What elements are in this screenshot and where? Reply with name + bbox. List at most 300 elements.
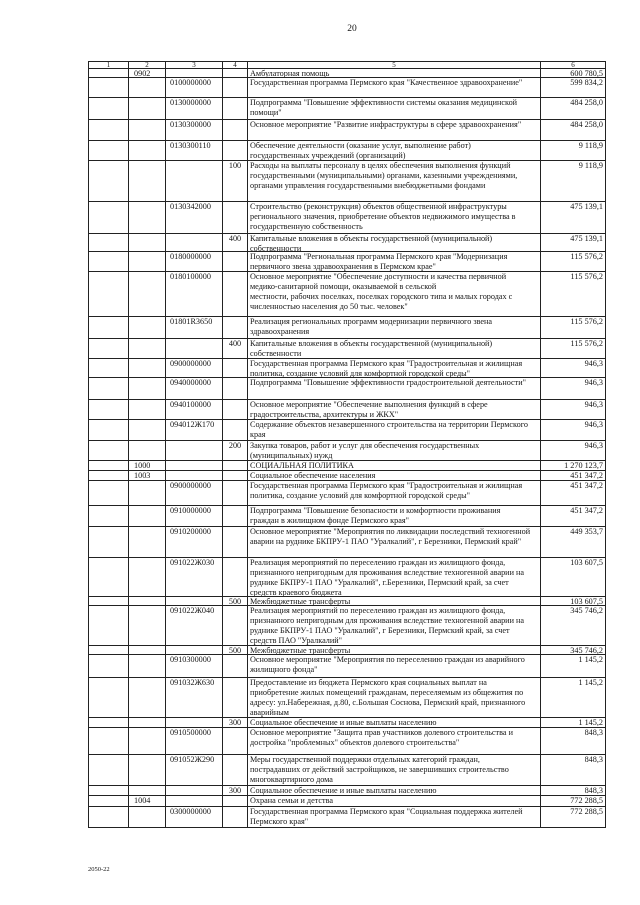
name-cell [247,339,540,358]
amount-cell: 599 834,2 [540,78,605,97]
section-code-cell [128,646,165,654]
target-item-code-cell: 091032Ж630 [165,678,222,717]
name-line: многоквартирного дома [250,775,333,784]
name-line: Строительство (реконструкция) объектов общественной инфраструктуры [250,202,507,211]
expense-type-code-cell [222,202,247,233]
section-code-cell [128,161,165,201]
name-cell [247,252,540,271]
name-line: Реализация региональных программ модернизации первичного звена [250,317,493,326]
table-row [88,727,606,754]
page-number: 20 [347,24,357,34]
expense-type-code-cell [222,655,247,677]
expense-type-code-cell [222,141,247,160]
target-item-code-cell: 0940000000 [165,378,222,399]
section-code-cell [128,506,165,526]
target-item-code-cell: 0910200000 [165,527,222,557]
name-cell [247,272,540,316]
blank-cell [88,234,128,251]
name-line: Реализация мероприятий по переселению граждан из жилищного фонда, [250,558,506,567]
section-code-cell [128,339,165,358]
name-line: края [250,430,266,439]
table-row [88,377,606,399]
name-line: Реализация мероприятий по переселению граждан из жилищного фонда, [250,606,506,615]
column-number-5: 5 [247,62,540,68]
name-cell [247,202,540,233]
target-item-code-cell: 0900000000 [165,359,222,377]
name-cell [247,359,540,377]
table-row [88,233,606,251]
amount-cell: 345 746,2 [540,646,605,654]
target-item-code-cell [165,597,222,605]
name-line: помощи" [250,108,282,117]
table-row [88,505,606,526]
section-code-cell [128,98,165,119]
name-line: Основное мероприятие "Обеспечение доступности и качества первичной [250,272,507,281]
amount-cell: 451 347,2 [540,471,605,480]
expense-type-code-cell [222,506,247,526]
blank-cell [88,420,128,440]
name-line: Социальное обеспечение и иные выплаты населению [250,718,437,727]
blank-cell [88,755,128,785]
table-row [88,316,606,338]
name-line: Основное мероприятие "Развитие инфраструктуры в сфере здравоохранения" [250,120,522,129]
name-cell [247,796,540,806]
name-cell [247,441,540,460]
amount-cell: 1 145,2 [540,678,605,717]
name-line: жилищного фонда" [250,665,318,674]
target-item-code-cell: 0130300110 [165,141,222,160]
section-code-cell [128,234,165,251]
name-line: государственную собственность [250,222,363,231]
table-row [88,419,606,440]
name-line: Расходы на выплаты персоналу в целях обеспечения выполнения функций [250,161,511,170]
table-row [88,717,606,727]
amount-cell: 772 288,5 [540,807,605,827]
blank-cell [88,69,128,77]
name-line: аварийным [250,708,289,717]
table-row [88,358,606,377]
name-line: Закупка товаров, работ и услуг для обеспечения государственных [250,441,480,450]
name-cell [247,786,540,795]
name-line: регионального значения, приобретение объектов недвижимого имущества в [250,212,516,221]
document-code: 2050-22 [88,866,110,873]
blank-cell [88,120,128,140]
expense-type-code-cell [222,252,247,271]
amount-cell: 115 576,2 [540,272,605,316]
name-line: Пермского края" [250,817,309,826]
name-cell [247,378,540,399]
table-row [88,596,606,605]
target-item-code-cell: 01801R3650 [165,317,222,338]
expense-type-code-cell [222,481,247,505]
blank-cell [88,339,128,358]
expense-type-code-cell: 200 [222,441,247,460]
name-line: руднике БКПРУ-1 ПАО "Уралкалий", г.Березники, Пермский край, за счет [250,578,509,587]
name-line: Государственная программа Пермского края "Качественное здравоохранение" [250,78,523,87]
target-item-code-cell: 091052Ж290 [165,755,222,785]
name-line: средств краевого бюджета [250,588,342,597]
target-item-code-cell: 0910000000 [165,506,222,526]
table-row [88,140,606,160]
table-row [88,785,606,795]
name-line: первичного звена здравоохранения в Пермском крае" [250,262,436,271]
expense-type-code-cell: 400 [222,339,247,358]
name-cell [247,161,540,201]
target-item-code-cell [165,441,222,460]
amount-cell: 475 139,1 [540,234,605,251]
target-item-code-cell [165,796,222,806]
name-line: Социальное обеспечение и иные выплаты населению [250,786,437,795]
target-item-code-cell: 0130300000 [165,120,222,140]
expense-type-code-cell [222,98,247,119]
expense-type-code-cell [222,558,247,596]
name-cell [247,78,540,97]
table-row [88,557,606,596]
name-cell [247,606,540,645]
section-code-cell [128,718,165,727]
amount-cell: 115 576,2 [540,339,605,358]
name-cell [247,461,540,470]
name-line: Подпрограмма "Повышение эффективности системы оказания медицинской [250,98,518,107]
name-line: Основное мероприятие "Обеспечение выполнения функций в сфере [250,400,488,409]
section-code-cell [128,441,165,460]
name-line: СОЦИАЛЬНАЯ ПОЛИТИКА [250,461,354,470]
section-code-cell: 1003 [128,471,165,480]
expense-type-code-cell [222,471,247,480]
name-cell [247,481,540,505]
name-cell [247,420,540,440]
section-code-cell [128,807,165,827]
expense-type-code-cell [222,272,247,316]
target-item-code-cell [165,69,222,77]
section-code-cell [128,728,165,754]
section-code-cell [128,420,165,440]
name-line: Основное мероприятие "Мероприятия по переселению граждан из аварийного [250,655,525,664]
amount-cell: 848,3 [540,786,605,795]
column-number-2: 2 [128,62,165,68]
table-row [88,526,606,557]
expense-type-code-cell [222,120,247,140]
name-line: медико-санитарной помощи, оказываемой в сельской [250,282,437,291]
section-code-cell [128,527,165,557]
amount-cell: 848,3 [540,755,605,785]
name-line: достройка "проблемных" объектов долевого строительства" [250,738,460,747]
target-item-code-cell [165,461,222,470]
expense-type-code-cell: 500 [222,646,247,654]
blank-cell [88,527,128,557]
name-line: Подпрограмма "Повышение безопасности и комфортности проживания [250,506,501,515]
target-item-code-cell: 0300000000 [165,807,222,827]
expense-type-code-cell [222,400,247,419]
name-line: адресу: ул.Набережная, д.80, с.Большая Соснова, Пермский край, признанного [250,698,526,707]
name-cell [247,718,540,727]
table-row [88,470,606,480]
expense-type-code-cell [222,317,247,338]
name-line: Социальное обеспечение населения [250,471,376,480]
blank-cell [88,481,128,505]
expense-type-code-cell [222,796,247,806]
section-code-cell [128,400,165,419]
name-line: Охрана семьи и детства [250,796,334,805]
section-code-cell [128,78,165,97]
name-line: пострадавших от действий застройщиков, не завершивших строительство [250,765,509,774]
blank-cell [88,378,128,399]
expense-type-code-cell [222,359,247,377]
table-row [88,338,606,358]
table-row [88,480,606,505]
name-cell [247,597,540,605]
name-cell [247,655,540,677]
name-cell [247,234,540,251]
blank-cell [88,506,128,526]
expense-type-code-cell [222,378,247,399]
name-line: численностью населения до 50 тыс. человек" [250,302,408,311]
target-item-code-cell [165,471,222,480]
name-line: политика, создание условий для комфортной городской среды" [250,491,470,500]
target-item-code-cell [165,786,222,795]
name-line: (муниципальных) нужд [250,451,333,460]
section-code-cell [128,755,165,785]
target-item-code-cell [165,339,222,358]
expense-type-code-cell: 400 [222,234,247,251]
amount-cell: 946,3 [540,378,605,399]
table-row [88,160,606,201]
section-code-cell [128,786,165,795]
table-row [88,605,606,645]
expense-type-code-cell [222,78,247,97]
name-line: Подпрограмма "Повышение эффективности градостроительной деятельности" [250,378,526,387]
table-row [88,440,606,460]
expense-type-code-cell [222,755,247,785]
column-number-6: 6 [540,62,605,68]
section-code-cell [128,655,165,677]
table-row [88,399,606,419]
name-line: Подпрограмма "Региональная программа Пермского края "Модернизация [250,252,508,261]
expense-type-code-cell: 500 [222,597,247,605]
blank-cell [88,141,128,160]
expense-type-code-cell: 100 [222,161,247,201]
name-line: органами управления государственными внебюджетными фондами [250,181,486,190]
name-cell [247,98,540,119]
amount-cell: 451 347,2 [540,506,605,526]
name-line: Государственная программа Пермского края "Градостроительная и жилищная [250,481,523,490]
blank-cell [88,646,128,654]
amount-cell: 115 576,2 [540,252,605,271]
name-line: аварии на руднике БКПРУ-1 ПАО "Уралкалий", г Березники, Пермский край" [250,537,522,546]
name-line: Амбулаторная помощь [250,69,330,78]
table-header-row [88,61,606,68]
blank-cell [88,597,128,605]
target-item-code-cell: 0940100000 [165,400,222,419]
name-line: градостроительства, архитектуры и ЖКХ" [250,410,399,419]
target-item-code-cell: 0910500000 [165,728,222,754]
section-code-cell: 0902 [128,69,165,77]
table-row [88,119,606,140]
expense-type-code-cell [222,527,247,557]
blank-cell [88,272,128,316]
amount-cell: 1 145,2 [540,718,605,727]
section-code-cell [128,317,165,338]
amount-cell: 115 576,2 [540,317,605,338]
name-line: государственными (муниципальными) органами, казенными учреждениями, [250,171,518,180]
amount-cell: 484 258,0 [540,98,605,119]
target-item-code-cell: 0130342000 [165,202,222,233]
name-line: Государственная программа Пермского края "Социальная поддержка жителей [250,807,523,816]
name-line: собственности [250,349,302,358]
table-row [88,754,606,785]
target-item-code-cell: 0900000000 [165,481,222,505]
amount-cell: 1 270 123,7 [540,461,605,470]
amount-cell: 103 607,5 [540,597,605,605]
expense-type-code-cell [222,807,247,827]
amount-cell: 475 139,1 [540,202,605,233]
amount-cell: 103 607,5 [540,558,605,596]
blank-cell [88,655,128,677]
name-line: признанного непригодным для проживания вследствие техногенной аварии на [250,616,525,625]
expense-type-code-cell [222,678,247,717]
table-row [88,795,606,806]
section-code-cell [128,678,165,717]
target-item-code-cell: 094012Ж170 [165,420,222,440]
name-cell [247,506,540,526]
expense-type-code-cell [222,606,247,645]
expense-type-code-cell [222,728,247,754]
target-item-code-cell: 0910300000 [165,655,222,677]
section-code-cell [128,606,165,645]
target-item-code-cell [165,161,222,201]
name-line: Государственная программа Пермского края "Градостроительная и жилищная [250,359,523,368]
table-row [88,68,606,77]
blank-cell [88,807,128,827]
amount-cell: 772 288,5 [540,796,605,806]
expense-type-code-cell [222,420,247,440]
blank-cell [88,441,128,460]
name-line: Капитальные вложения в объекты государственной (муниципальной) [250,234,493,243]
blank-cell [88,400,128,419]
expense-type-code-cell: 300 [222,786,247,795]
name-line: средств ПАО "Уралкалий" [250,636,342,645]
blank-cell [88,786,128,795]
blank-cell [88,728,128,754]
table-row [88,201,606,233]
name-cell [247,527,540,557]
target-item-code-cell [165,646,222,654]
name-cell [247,400,540,419]
name-line: Содержание объектов незавершенного строительства на территории Пермского [250,420,528,429]
name-cell [247,755,540,785]
section-code-cell [128,481,165,505]
blank-cell [88,606,128,645]
amount-cell: 946,3 [540,400,605,419]
name-line: Основное мероприятие "Мероприятия по ликвидации последствий техногенной [250,527,531,536]
section-code-cell: 1000 [128,461,165,470]
section-code-cell [128,202,165,233]
name-cell [247,646,540,654]
blank-cell [88,252,128,271]
name-cell [247,141,540,160]
section-code-cell: 1004 [128,796,165,806]
blank-cell [88,718,128,727]
amount-cell: 600 780,5 [540,69,605,77]
name-cell [247,317,540,338]
table-row [88,677,606,717]
name-line: Обеспечение деятельности (оказание услуг, выполнение работ) [250,141,471,150]
section-code-cell [128,252,165,271]
target-item-code-cell: 0180000000 [165,252,222,271]
target-item-code-cell: 091022Ж030 [165,558,222,596]
amount-cell: 345 746,2 [540,606,605,645]
column-number-3: 3 [165,62,222,68]
section-code-cell [128,272,165,316]
name-line: местности, рабочих поселках, поселках городского типа и малых городах с [250,292,513,301]
section-code-cell [128,120,165,140]
target-item-code-cell: 0100000000 [165,78,222,97]
section-code-cell [128,141,165,160]
blank-cell [88,796,128,806]
section-code-cell [128,378,165,399]
name-line: Меры государственной поддержки отдельных категорий граждан, [250,755,480,764]
blank-cell [88,678,128,717]
blank-cell [88,471,128,480]
name-cell [247,471,540,480]
blank-cell [88,558,128,596]
target-item-code-cell [165,234,222,251]
column-number-4: 4 [222,62,247,68]
name-line: государственных учреждений (организаций) [250,151,406,160]
blank-cell [88,78,128,97]
name-line: политика, создание условий для комфортной городской среды" [250,369,470,378]
name-cell [247,728,540,754]
target-item-code-cell: 091022Ж040 [165,606,222,645]
name-line: руднике БКПРУ-1 ПАО "Уралкалий", г Березники, Пермский край, за счет [250,626,510,635]
table-row [88,77,606,97]
amount-cell: 449 353,7 [540,527,605,557]
table-row [88,251,606,271]
name-line: Основное мероприятие "Защита прав участников долевого строительства и [250,728,513,737]
section-code-cell [128,597,165,605]
amount-cell: 1 145,2 [540,655,605,677]
target-item-code-cell: 0130000000 [165,98,222,119]
name-cell [247,558,540,596]
target-item-code-cell: 0180100000 [165,272,222,316]
section-code-cell [128,359,165,377]
expense-type-code-cell: 300 [222,718,247,727]
blank-cell [88,98,128,119]
amount-cell: 946,3 [540,420,605,440]
amount-cell: 946,3 [540,359,605,377]
name-cell [247,807,540,827]
name-line: здравоохранения [250,327,310,336]
name-cell [247,69,540,77]
blank-cell [88,161,128,201]
table-row [88,460,606,470]
name-line: Межбюджетные трансферты [250,597,351,606]
blank-cell [88,202,128,233]
amount-cell: 848,3 [540,728,605,754]
name-line: Капитальные вложения в объекты государственной (муниципальной) [250,339,493,348]
table-row [88,806,606,828]
target-item-code-cell [165,718,222,727]
table-row [88,271,606,316]
section-code-cell [128,558,165,596]
table-row [88,654,606,677]
name-line: приобретение жилых помещений гражданам, переселяемым из общежития по [250,688,524,697]
amount-cell: 9 118,9 [540,161,605,201]
amount-cell: 9 118,9 [540,141,605,160]
amount-cell: 484 258,0 [540,120,605,140]
expense-type-code-cell [222,461,247,470]
amount-cell: 451 347,2 [540,481,605,505]
